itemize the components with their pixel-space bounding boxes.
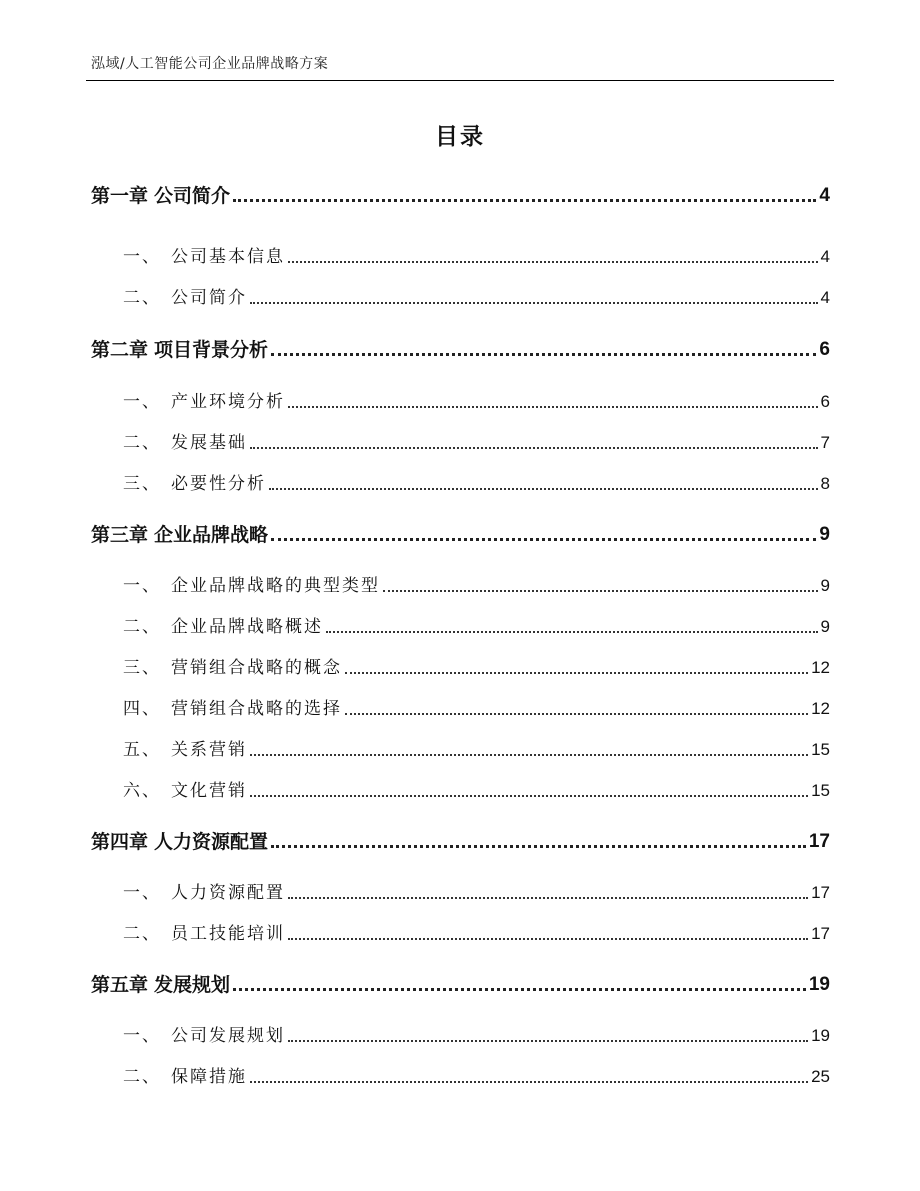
toc-page-number: 6 bbox=[820, 392, 830, 411]
toc-section-entry[interactable] bbox=[91, 656, 830, 680]
toc-section-entry[interactable] bbox=[91, 245, 830, 269]
dot-leader bbox=[269, 488, 818, 490]
toc-entry-title: 企业品牌战略的典型类型 bbox=[171, 576, 380, 596]
dot-leader bbox=[288, 897, 808, 899]
toc-entry-number: 第四章 bbox=[91, 831, 149, 853]
toc-entry-number: 第一章 bbox=[91, 185, 149, 207]
toc-entry-title: 产业环境分析 bbox=[171, 392, 285, 412]
header-rule bbox=[86, 80, 834, 81]
toc-entry-number: 二、 bbox=[123, 433, 161, 453]
toc-entry-number: 二、 bbox=[123, 617, 161, 637]
dot-leader bbox=[250, 1081, 808, 1083]
dot-leader bbox=[233, 199, 816, 202]
toc-section-entry[interactable] bbox=[91, 286, 830, 310]
toc-entry-number: 第二章 bbox=[91, 339, 149, 361]
toc-section-entry[interactable] bbox=[91, 574, 830, 598]
toc-entry-title: 发展规划 bbox=[154, 974, 231, 996]
toc-section-entry[interactable] bbox=[91, 922, 830, 946]
toc-chapter-entry[interactable] bbox=[91, 973, 830, 997]
toc-entry-title: 营销组合战略的选择 bbox=[171, 699, 342, 719]
dot-leader bbox=[271, 353, 816, 356]
toc-page-number: 4 bbox=[819, 185, 830, 206]
toc-page-number: 12 bbox=[811, 658, 830, 677]
toc-entry-number: 第三章 bbox=[91, 524, 149, 546]
dot-leader bbox=[288, 406, 818, 408]
toc-section-entry[interactable] bbox=[91, 779, 830, 803]
dot-leader bbox=[233, 988, 806, 991]
dot-leader bbox=[326, 631, 818, 633]
toc-entry-title: 公司简介 bbox=[171, 288, 247, 308]
toc-entry-number: 四、 bbox=[123, 699, 161, 719]
running-header: 泓域/人工智能公司企业品牌战略方案 bbox=[91, 56, 329, 72]
toc-page-number: 15 bbox=[811, 781, 830, 800]
toc-page-number: 17 bbox=[808, 831, 830, 852]
toc-entry-title: 人力资源配置 bbox=[154, 831, 269, 853]
toc-entry-number: 一、 bbox=[123, 392, 161, 412]
toc-entry-title: 公司基本信息 bbox=[171, 247, 285, 267]
toc-entry-number: 第五章 bbox=[91, 974, 149, 996]
toc-section-entry[interactable] bbox=[91, 1024, 830, 1048]
toc-entry-title: 保障措施 bbox=[171, 1067, 247, 1087]
toc-section-entry[interactable] bbox=[91, 738, 830, 762]
toc-page-number: 19 bbox=[808, 974, 830, 995]
toc-entry-number: 六、 bbox=[123, 781, 161, 801]
toc-entry-title: 公司简介 bbox=[154, 185, 231, 207]
toc-chapter-entry[interactable] bbox=[91, 338, 830, 362]
toc-entry-number: 一、 bbox=[123, 1026, 161, 1046]
dot-leader bbox=[250, 447, 818, 449]
toc-entry-number: 一、 bbox=[123, 883, 161, 903]
toc-section-entry[interactable] bbox=[91, 697, 830, 721]
dot-leader bbox=[288, 261, 818, 263]
toc-entry-title: 文化营销 bbox=[171, 781, 247, 801]
toc-page-number: 9 bbox=[820, 576, 830, 595]
toc-page-number: 17 bbox=[811, 924, 830, 943]
toc-page-number: 8 bbox=[820, 474, 830, 493]
dot-leader bbox=[250, 754, 808, 756]
dot-leader bbox=[345, 672, 808, 674]
toc-chapter-entry[interactable] bbox=[91, 523, 830, 547]
toc-entry-number: 二、 bbox=[123, 924, 161, 944]
toc-entry-number: 三、 bbox=[123, 474, 161, 494]
toc-section-entry[interactable] bbox=[91, 472, 830, 496]
toc-page-number: 12 bbox=[811, 699, 830, 718]
toc-entry-number: 二、 bbox=[123, 288, 161, 308]
toc-chapter-entry[interactable] bbox=[91, 830, 830, 854]
toc-entry-number: 五、 bbox=[123, 740, 161, 760]
toc-entry-title: 企业品牌战略概述 bbox=[171, 617, 323, 637]
toc-section-entry[interactable] bbox=[91, 390, 830, 414]
toc-entry-number: 三、 bbox=[123, 658, 161, 678]
toc-section-entry[interactable] bbox=[91, 431, 830, 455]
toc-entry-number: 一、 bbox=[123, 576, 161, 596]
toc-chapter-entry[interactable] bbox=[91, 184, 830, 208]
dot-leader bbox=[288, 938, 808, 940]
toc-page-number: 17 bbox=[811, 883, 830, 902]
toc-entry-title: 发展基础 bbox=[171, 433, 247, 453]
dot-leader bbox=[250, 795, 808, 797]
toc-entry-title: 营销组合战略的概念 bbox=[171, 658, 342, 678]
toc-page-number: 7 bbox=[820, 433, 830, 452]
toc-section-entry[interactable] bbox=[91, 615, 830, 639]
toc-section-entry[interactable] bbox=[91, 881, 830, 905]
toc-entry-number: 一、 bbox=[123, 247, 161, 267]
toc-entry-title: 关系营销 bbox=[171, 740, 247, 760]
toc-entry-title: 必要性分析 bbox=[171, 474, 266, 494]
toc-page-number: 4 bbox=[820, 288, 830, 307]
toc-title: 目录 bbox=[435, 124, 485, 150]
toc-entry-title: 企业品牌战略 bbox=[154, 524, 269, 546]
toc-page-number: 4 bbox=[820, 247, 830, 266]
toc-entry-title: 人力资源配置 bbox=[171, 883, 285, 903]
toc-entry-title: 员工技能培训 bbox=[171, 924, 285, 944]
dot-leader bbox=[383, 590, 818, 592]
toc-entry-number: 二、 bbox=[123, 1067, 161, 1087]
toc-page-number: 19 bbox=[811, 1026, 830, 1045]
dot-leader bbox=[271, 845, 806, 848]
dot-leader bbox=[271, 538, 816, 541]
dot-leader bbox=[250, 302, 818, 304]
toc-page-number: 9 bbox=[819, 524, 830, 545]
toc-page-number: 6 bbox=[819, 339, 830, 360]
toc-page-number: 15 bbox=[811, 740, 830, 759]
toc-section-entry[interactable] bbox=[91, 1065, 830, 1089]
dot-leader bbox=[288, 1040, 808, 1042]
toc-entry-title: 公司发展规划 bbox=[171, 1026, 285, 1046]
toc-entry-title: 项目背景分析 bbox=[154, 339, 269, 361]
toc-page-number: 25 bbox=[811, 1067, 830, 1086]
toc-page-number: 9 bbox=[820, 617, 830, 636]
dot-leader bbox=[345, 713, 808, 715]
